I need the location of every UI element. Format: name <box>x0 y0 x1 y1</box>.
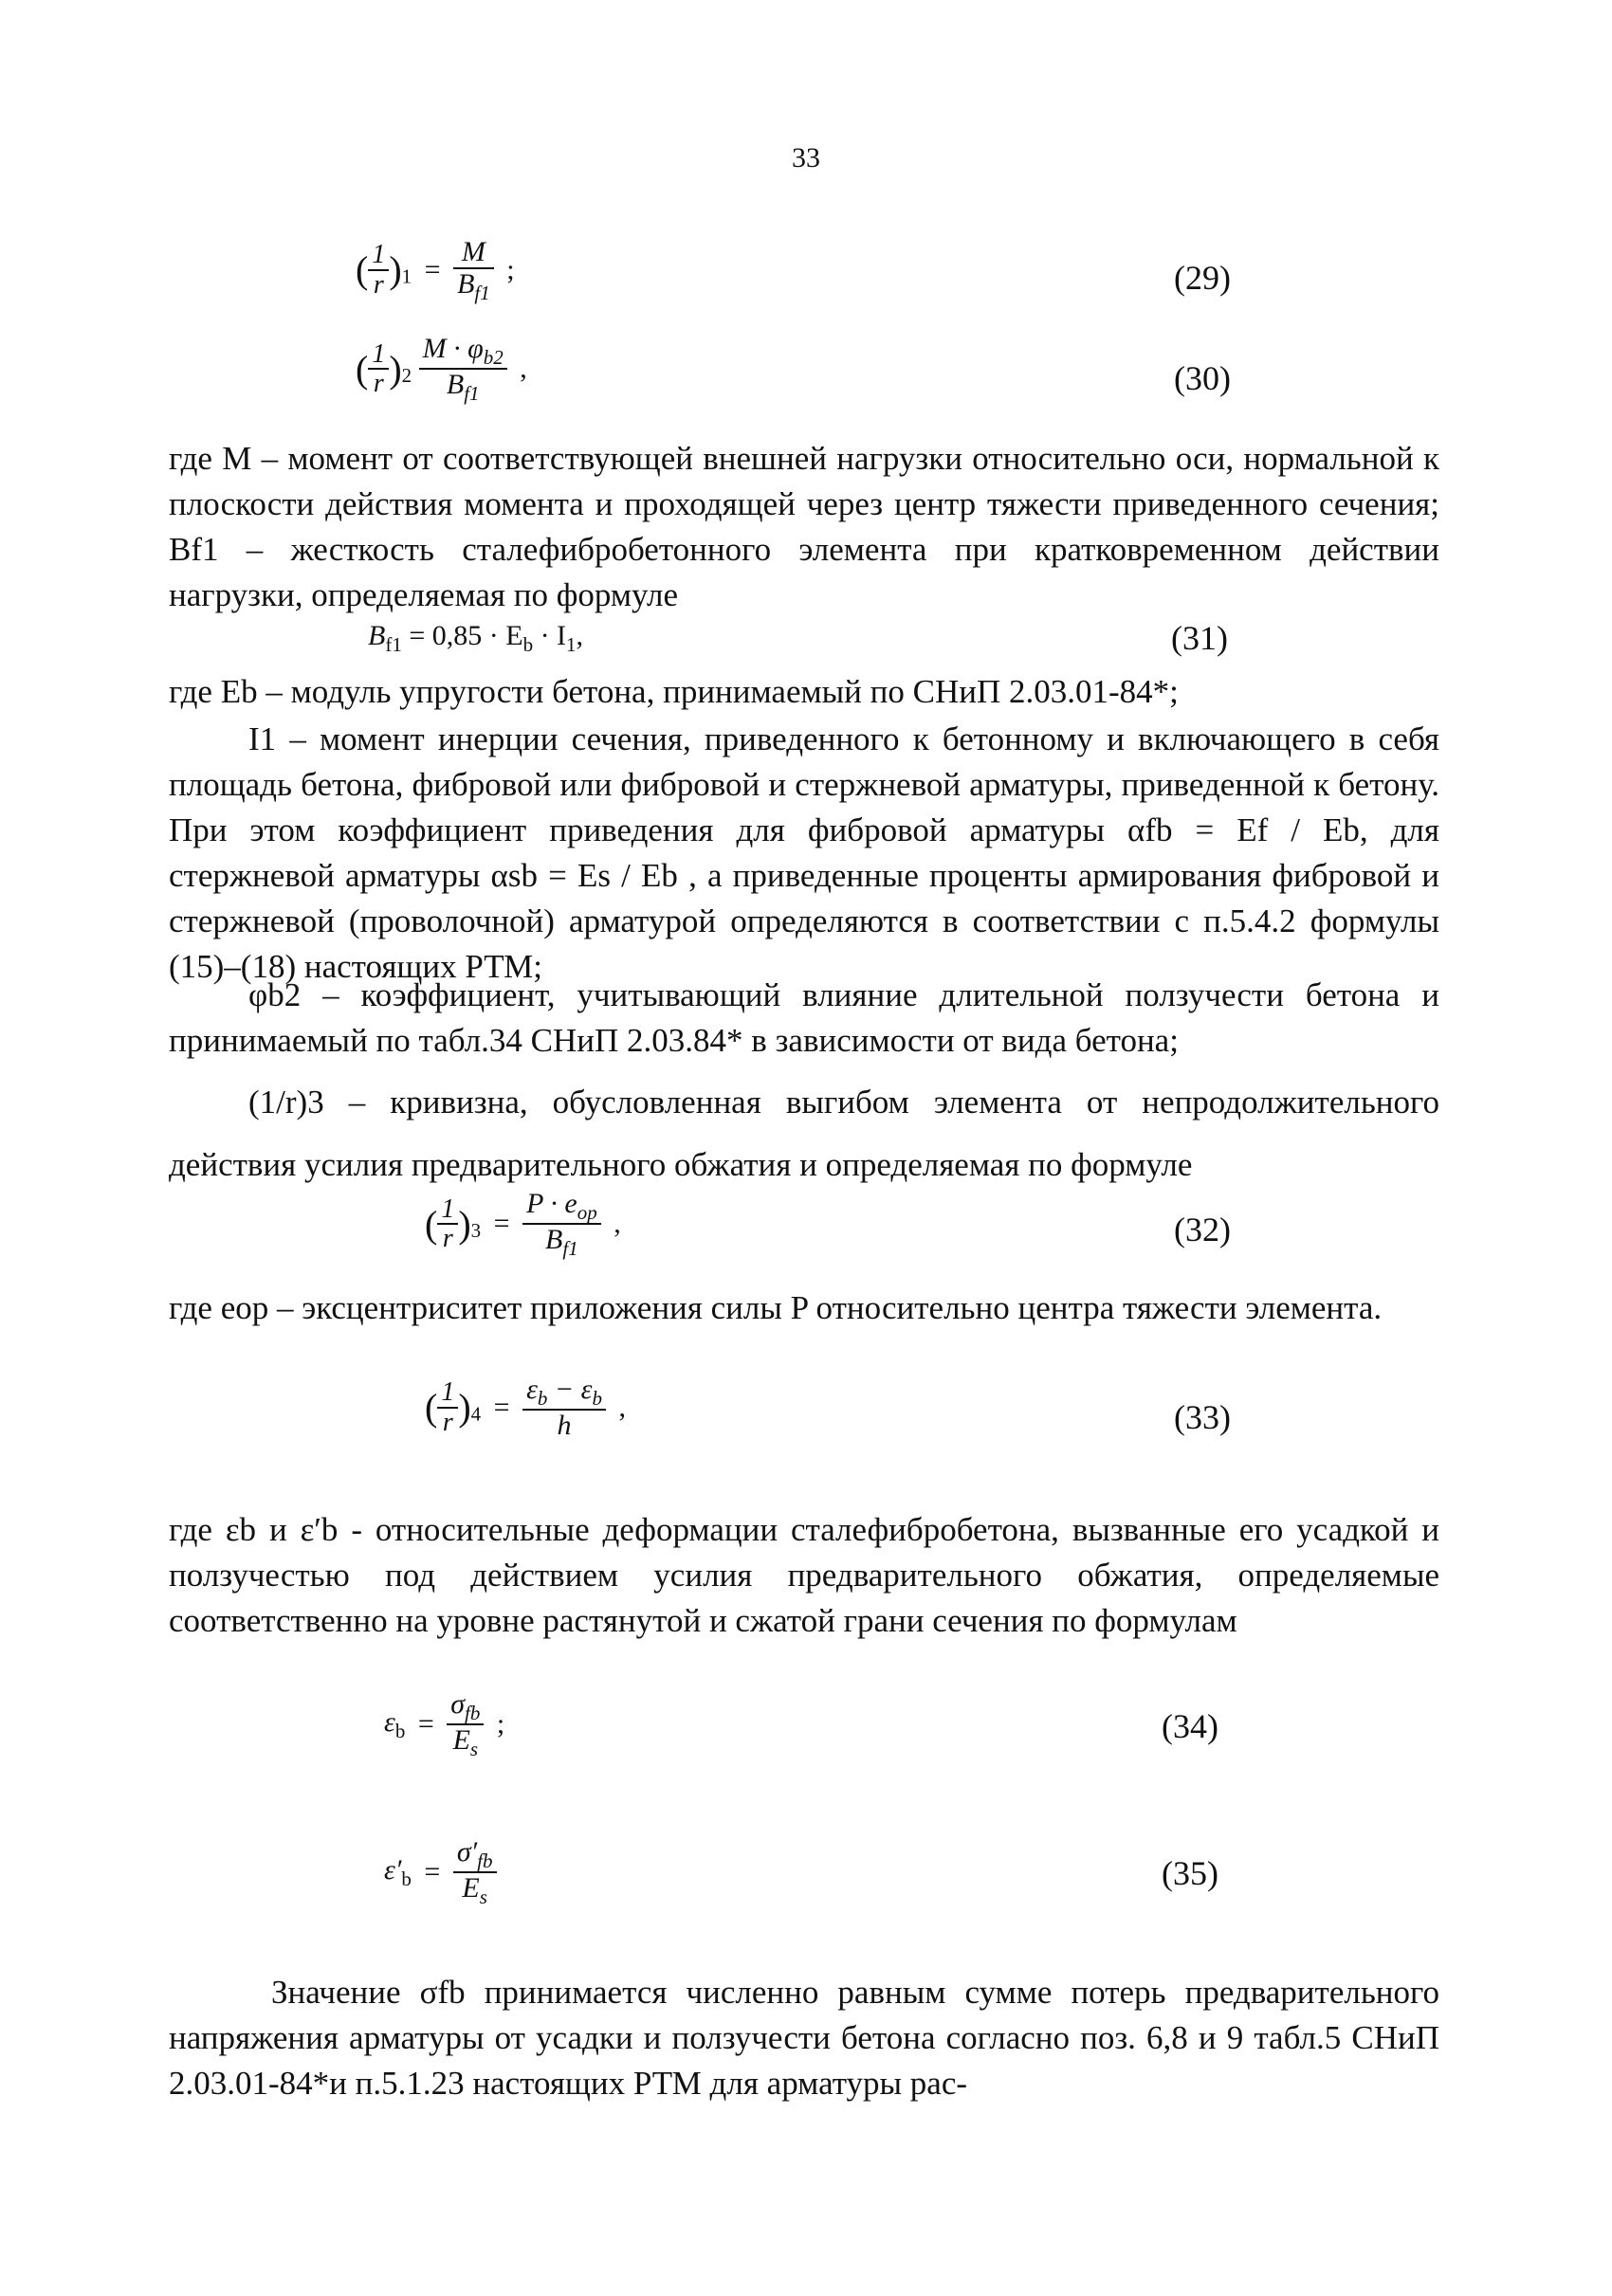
paragraph-7: где εb и ε′b - относительные деформации сталефибробетона, вызванные его усадкой и ползучестью под действием усилия предварительного обжатия, определяемые соответственно на уровне растянутой и сжатой грани сечения по формулам <box>169 1511 1439 1639</box>
equation-number-32: (32) <box>1174 1211 1231 1248</box>
paragraph-5: (1/r)3 – кривизна, обусловленная выгибом элемента от непродолжительного действия усилия предварительного обжатия и определяемая по формуле <box>169 1084 1439 1183</box>
paragraph-2: где Eb – модуль упругости бетона, принимаемый по СНиП 2.03.01-84*; <box>169 673 1179 710</box>
equation-number-35: (35) <box>1162 1854 1218 1892</box>
equation-number-33: (33) <box>1174 1398 1231 1436</box>
formula-31: $B_{f1} = 0,85 \cdot E_b \cdot I_1$, <box>368 620 584 656</box>
formula-29: ( $\frac{1}{r}$ )$_1$ = $\frac{M}{B_{f1}}$ ; <box>356 236 515 304</box>
page-number: 33 <box>792 142 820 173</box>
paragraph-8: Значение σfb принимается численно равным сумме потерь предварительного напряжения арматуры от усадки и ползучести бетона согласно поз. 6,8 и 9 табл.5 СНиП 2.03.01-84*и п.5.1.23 настоящих РТМ для арматуры рас- <box>169 1974 1439 2102</box>
paragraph-4: φb2 – коэффициент, учитывающий влияние длительной ползучести бетона и принимаемый по табл.34 СНиП 2.03.84* в зависимости от вида бетона; <box>169 976 1439 1059</box>
equation-number-31: (31) <box>1171 619 1228 657</box>
formula-30: ( $\frac{1}{r}$ )$_2$ $\frac{M \cdot \varphi_{b2}}{B_{f1}}$ , <box>356 333 527 406</box>
equation-number-29: (29) <box>1174 259 1231 297</box>
paragraph-6: где eop – эксцентриситет приложения силы P относительно центра тяжести элемента. <box>169 1289 1383 1326</box>
paragraph-3: I1 – момент инерции сечения, приведенного к бетонному и включающего в себя площадь бетона, фибровой или фибровой и стержневой арматуры, приведенной к бетону. При этом коэффициент приведения для фибровой арматуры αfb = Ef / Eb, для стержневой арматуры αsb = Es / Eb , а приведенные проценты армирования фибровой и стержневой (проволочной) арматурой определяются в соответствии с п.5.4.2 формулы (15)–(18) настоящих РТМ; <box>169 720 1439 985</box>
equation-number-34: (34) <box>1162 1707 1218 1745</box>
formula-32: ( $\frac{1}{r}$ )$_3$ = $\frac{P \cdot e_{op}}{B_{f1}}$ , <box>425 1188 621 1261</box>
formula-35: $\varepsilon'_b$ = $\frac{\sigma'_{fb}}{E_s}$ <box>384 1837 515 1907</box>
formula-34: $\varepsilon_b$ = $\frac{\sigma_{fb}}{E_s}$ ; <box>384 1688 505 1761</box>
equation-number-30: (30) <box>1174 359 1231 397</box>
paragraph-1: где M – момент от соответствующей внешней нагрузки относительно оси, нормальной к плоскости действия момента и проходящей через центр тяжести приведенного сечения; Bf1 – жесткость сталефибробетонного элемента при кратковременном действии нагрузки, определяемая по формуле <box>169 440 1439 613</box>
formula-33: ( $\frac{1}{r}$ )$_4$ = $\frac{\varepsilon_b - \varepsilon_b}{h}$ , <box>425 1374 626 1442</box>
